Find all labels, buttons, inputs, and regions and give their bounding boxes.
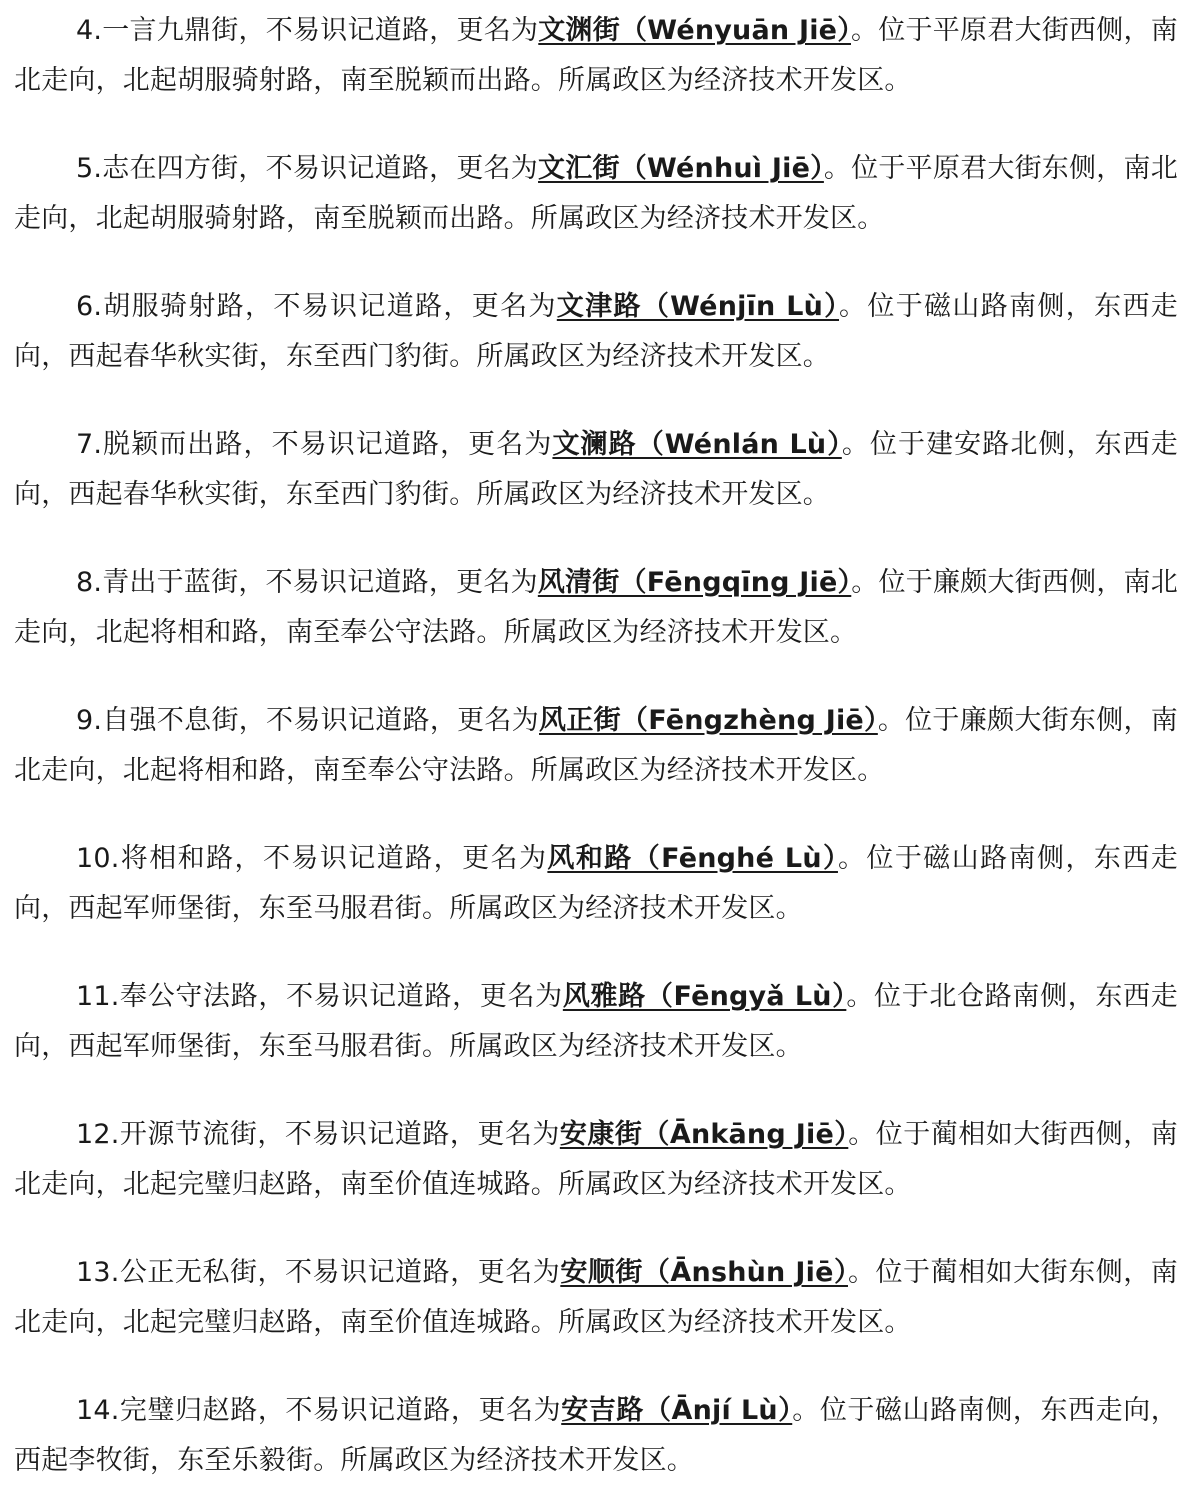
new-road-name: 安吉路（Ānjí Lù） — [561, 1395, 793, 1426]
item-description: 。位于北仓路南侧，东西走向，西起军师堡街，东至马服君街。所属政区为经济技术开发区。 — [14, 981, 1178, 1062]
renaming-item — [14, 1386, 1178, 1486]
item-lead-text: 7.脱颖而出路，不易识记道路，更名为 — [76, 429, 553, 460]
renaming-item — [14, 1248, 1178, 1348]
item-lead-text: 11.奉公守法路，不易识记道路，更名为 — [76, 981, 563, 1012]
item-lead-text: 5.志在四方街，不易识记道路，更名为 — [76, 153, 539, 184]
renaming-item — [14, 282, 1178, 382]
new-road-name: 文渊街（Wényuān Jiē） — [538, 15, 851, 46]
renaming-item — [14, 972, 1178, 1072]
item-lead-text: 8.青出于蓝街，不易识记道路，更名为 — [76, 567, 538, 598]
new-road-name: 风雅路（Fēngyǎ Lù） — [562, 981, 847, 1012]
new-road-name: 安顺街（Ānshùn Jiē） — [560, 1257, 848, 1288]
item-description: 。位于建安路北侧，东西走向，西起春华秋实街，东至西门豹街。所属政区为经济技术开发区。 — [14, 429, 1178, 510]
new-road-name: 风正街（Fēngzhèng Jiē） — [539, 705, 878, 736]
renaming-item — [14, 1110, 1178, 1210]
item-lead-text: 4.一言九鼎街，不易识记道路，更名为 — [76, 15, 539, 46]
item-lead-text: 12.开源节流街，不易识记道路，更名为 — [76, 1119, 560, 1150]
new-road-name: 文澜路（Wénlán Lù） — [552, 429, 842, 460]
renaming-item — [14, 6, 1178, 106]
item-description: 。位于磁山路南侧，东西走向，西起李牧街，东至乐毅街。所属政区为经济技术开发区。 — [14, 1395, 1178, 1476]
new-road-name: 文汇街（Wénhuì Jiē） — [538, 153, 824, 184]
item-description: 。位于磁山路南侧，东西走向，西起军师堡街，东至马服君街。所属政区为经济技术开发区。 — [14, 843, 1178, 924]
renaming-item — [14, 834, 1178, 934]
item-description: 。位于蔺相如大街西侧，南北走向，北起完璧归赵路，南至价值连城路。所属政区为经济技术开发区。 — [14, 1119, 1178, 1200]
renaming-item — [14, 558, 1178, 658]
item-lead-text: 13.公正无私街，不易识记道路，更名为 — [76, 1257, 561, 1288]
item-description: 。位于磁山路南侧，东西走向，西起春华秋实街，东至西门豹街。所属政区为经济技术开发区。 — [14, 291, 1178, 372]
item-description: 。位于廉颇大街东侧，南北走向，北起将相和路，南至奉公守法路。所属政区为经济技术开发区。 — [14, 705, 1178, 786]
new-road-name: 文津路（Wénjīn Lù） — [556, 291, 840, 322]
item-lead-text: 14.完璧归赵路，不易识记道路，更名为 — [76, 1395, 562, 1426]
item-description: 。位于平原君大街东侧，南北走向，北起胡服骑射路，南至脱颖而出路。所属政区为经济技术开发区。 — [14, 153, 1178, 234]
renaming-item — [14, 420, 1178, 520]
item-description: 。位于平原君大街西侧，南北走向，北起胡服骑射路，南至脱颖而出路。所属政区为经济技术开发区。 — [14, 15, 1178, 96]
item-lead-text: 9.自强不息街，不易识记道路，更名为 — [76, 705, 540, 736]
item-lead-text: 10.将相和路，不易识记道路，更名为 — [76, 843, 548, 874]
item-lead-text: 6.胡服骑射路，不易识记道路，更名为 — [76, 291, 557, 322]
new-road-name: 安康街（Ānkāng Jiē） — [559, 1119, 849, 1150]
renaming-item — [14, 144, 1178, 244]
new-road-name: 风清街（Fēngqīng Jiē） — [537, 567, 852, 598]
renaming-item — [14, 696, 1178, 796]
new-road-name: 风和路（Fēnghé Lù） — [547, 843, 838, 874]
item-description: 。位于蔺相如大街东侧，南北走向，北起完璧归赵路，南至价值连城路。所属政区为经济技术开发区。 — [14, 1257, 1178, 1338]
item-description: 。位于廉颇大街西侧，南北走向，北起将相和路，南至奉公守法路。所属政区为经济技术开发区。 — [14, 567, 1178, 648]
